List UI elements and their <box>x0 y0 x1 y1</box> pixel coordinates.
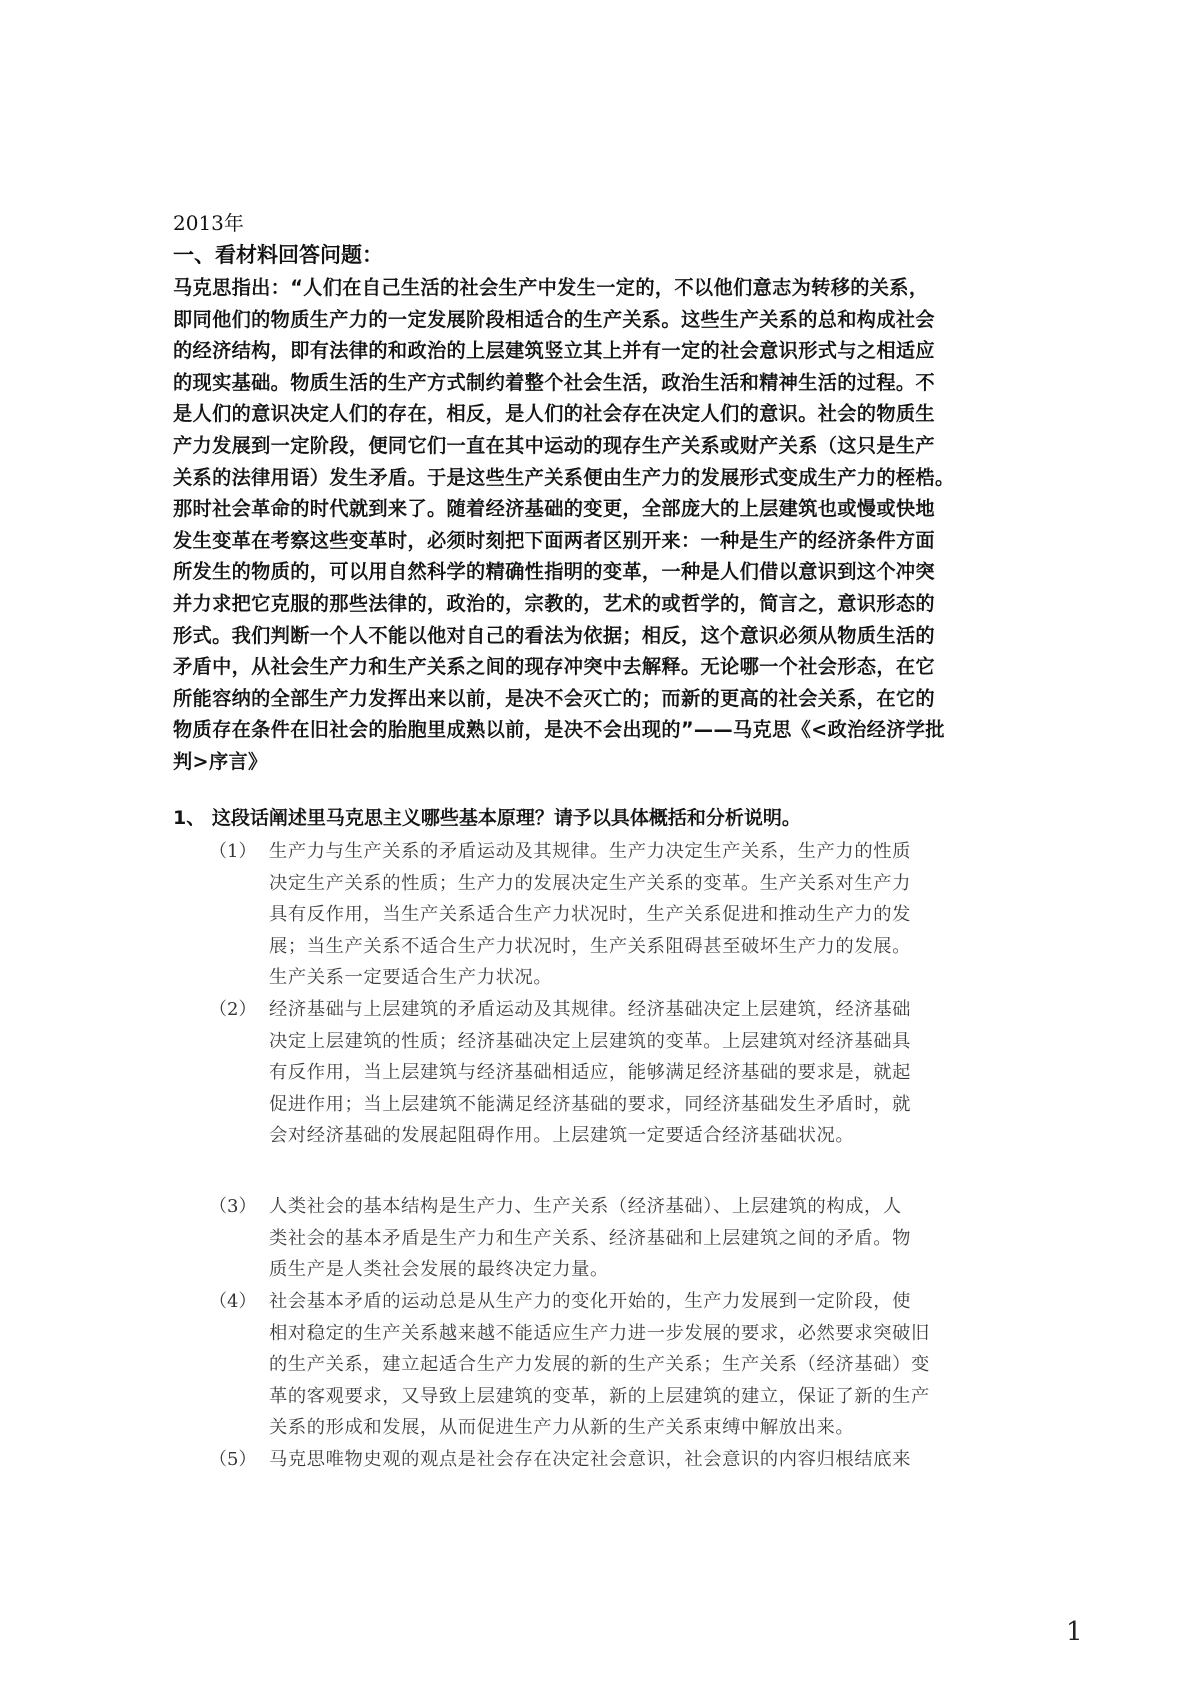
material-line: 物质存在条件在旧社会的胎胞里成熟以前，是决不会出现的”——马克思《<政治经济学批 <box>173 718 945 742</box>
answer-body <box>269 836 911 994</box>
material-line: 那时社会革命的时代就到来了。随着经济基础的变更，全部庞大的上层建筑也或慢或快地 <box>173 497 935 521</box>
material-line: 发生变革在考察这些变革时，必须时刻把下面两者区别开来：一种是生产的经济条件方面 <box>173 528 935 552</box>
answer-line: 的生产关系，建立起适合生产力发展的新的生产关系；生产关系（经济基础）变 <box>269 1354 930 1376</box>
material-line: 即同他们的物质生产力的一定发展阶段相适合的生产关系。这些生产关系的总和构成社会 <box>173 307 935 331</box>
answer-line: 类社会的基本矛盾是生产力和生产关系、经济基础和上层建筑之间的矛盾。物 <box>269 1227 911 1249</box>
answer-line: 促进作用；当上层建筑不能满足经济基础的要求，同经济基础发生矛盾时，就 <box>269 1093 911 1115</box>
material-line: 的现实基础。物质生活的生产方式制约着整个社会生活，政治生活和精神生活的过程。不 <box>173 370 935 394</box>
section-title: 一、看材料回答问题： <box>173 243 383 267</box>
material-line: 产力发展到一定阶段，便同它们一直在其中运动的现存生产关系或财产关系（这只是生产 <box>173 433 935 457</box>
answer-line: 会对经济基础的发展起阻碍作用。上层建筑一定要适合经济基础状况。 <box>269 1125 855 1147</box>
material-line: 所能容纳的全部生产力发挥出来以前，是决不会灭亡的；而新的更高的社会关系，在它的 <box>173 686 935 710</box>
answer-line: 有反作用，当上层建筑与经济基础相适应，能够满足经济基础的要求是，就起 <box>269 1062 911 1084</box>
year-heading: 2013年 <box>173 211 244 235</box>
answer-line: 决定生产关系的性质；生产力的发展决定生产关系的变革。生产关系对生产力 <box>269 872 911 894</box>
material-line: 马克思指出：“人们在自己生活的社会生产中发生一定的，不以他们意志为转移的关系， <box>173 276 929 299</box>
answer-line: 经济基础与上层建筑的矛盾运动及其规律。经济基础决定上层建筑，经济基础 <box>269 999 911 1020</box>
answer-line: 决定上层建筑的性质；经济基础决定上层建筑的变革。上层建筑对经济基础具 <box>269 1030 911 1052</box>
material-quote <box>173 272 993 778</box>
answer-body <box>269 1444 911 1476</box>
material-line: 的经济结构，即有法律的和政治的上层建筑竖立其上并有一定的社会意识形式与之相适应 <box>173 339 935 363</box>
material-line: 所发生的物质的，可以用自然科学的精确性指明的变革，一种是人们借以意识到这个冲突 <box>173 560 935 584</box>
answer-line: 社会基本矛盾的运动总是从生产力的变化开始的，生产力发展到一定阶段，使 <box>269 1291 911 1312</box>
answer-line: 人类社会的基本结构是生产力、生产关系（经济基础）、上层建筑的构成，人 <box>269 1196 902 1217</box>
material-line: 关系的法律用语）发生矛盾。于是这些生产关系便由生产力的发展形式变成生产力的桎梏。 <box>173 465 955 489</box>
answer-number: （3） <box>209 1196 257 1217</box>
material-line: 形式。我们判断一个人不能以他对自己的看法为依据；相反，这个意识必须从物质生活的 <box>173 623 935 647</box>
material-line: 判>序言》 <box>173 749 268 773</box>
answer-number: （2） <box>209 999 257 1020</box>
page-number: 1 <box>1066 1617 1083 1647</box>
answer-number: （5） <box>209 1449 257 1470</box>
answer-body <box>269 994 911 1152</box>
answer-line: 生产力与生产关系的矛盾运动及其规律。生产力决定生产关系，生产力的性质 <box>269 841 911 862</box>
answer-body <box>269 1191 911 1286</box>
answer-line: 具有反作用，当生产关系适合生产力状况时，生产关系促进和推动生产力的发 <box>269 904 911 926</box>
answer-line: 展；当生产关系不适合生产力状况时，生产关系阻碍甚至破坏生产力的发展。 <box>269 935 911 957</box>
answer-body <box>269 1286 930 1444</box>
material-line: 是人们的意识决定人们的存在，相反，是人们的社会存在决定人们的意识。社会的物质生 <box>173 402 935 426</box>
material-line: 矛盾中，从社会生产力和生产关系之间的现存冲突中去解释。无论哪一个社会形态，在它 <box>173 655 935 679</box>
answer-line: 关系的形成和发展，从而促进生产力从新的生产关系束缚中解放出来。 <box>269 1417 855 1439</box>
answer-line: 生产关系一定要适合生产力状况。 <box>269 967 553 989</box>
answer-line: 质生产是人类社会发展的最终决定力量。 <box>269 1259 609 1281</box>
answer-line: 革的客观要求，又导致上层建筑的变革，新的上层建筑的建立，保证了新的生产 <box>269 1385 930 1407</box>
answer-line: 马克思唯物史观的观点是社会存在决定社会意识，社会意识的内容归根结底来 <box>269 1449 911 1470</box>
material-line: 并力求把它克服的那些法律的，政治的，宗教的，艺术的或哲学的，简言之，意识形态的 <box>173 591 935 615</box>
answer-line: 相对稳定的生产关系越来越不能适应生产力进一步发展的要求，必然要求突破旧 <box>269 1322 930 1344</box>
answer-number: （4） <box>209 1291 257 1312</box>
answer-number: （1） <box>209 841 257 862</box>
question-1: 1、 这段话阐述里马克思主义哪些基本原理？请予以具体概括和分析说明。 <box>173 807 801 829</box>
